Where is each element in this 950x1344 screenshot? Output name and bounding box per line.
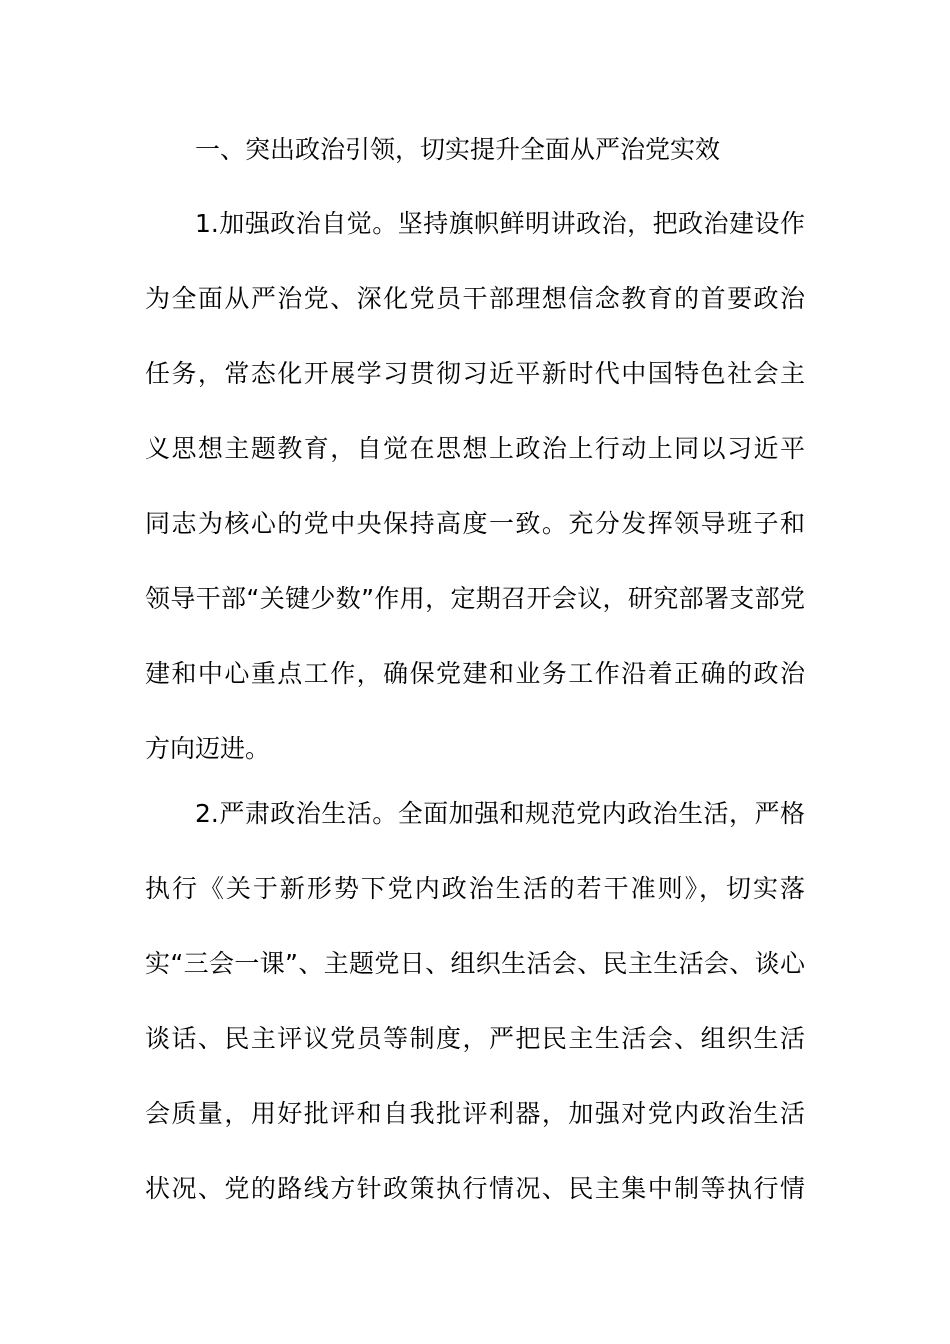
paragraph-line: 义思想主题教育，自觉在思想上政治上行动上同以习近平 xyxy=(145,434,805,463)
paragraph-line: 状况、党的路线方针政策执行情况、民主集中制等执行情 xyxy=(145,1174,805,1203)
paragraph-line: 会质量，用好批评和自我批评利器，加强对党内政治生活 xyxy=(145,1099,805,1128)
paragraph-line: 谈话、民主评议党员等制度，严把民主生活会、组织生活 xyxy=(145,1024,805,1053)
paragraph-line: 方向迈进。 xyxy=(145,734,271,763)
paragraph-line: 建和中心重点工作，确保党建和业务工作沿着正确的政治 xyxy=(145,659,805,688)
paragraph-line: 同志为核心的党中央保持高度一致。充分发挥领导班子和 xyxy=(145,509,805,538)
paragraph-line: 为全面从严治党、深化党员干部理想信念教育的首要政治 xyxy=(145,284,805,313)
paragraph-line: 领导干部“关键少数”作用，定期召开会议，研究部署支部党 xyxy=(145,584,805,613)
paragraph-line: 2.严肃政治生活。全面加强和规范党内政治生活，严格 xyxy=(195,799,805,828)
section-heading: 一、突出政治引领，切实提升全面从严治党实效 xyxy=(195,135,721,164)
paragraph-line: 执行《关于新形势下党内政治生活的若干准则》，切实落 xyxy=(145,874,805,903)
paragraph-line: 任务，常态化开展学习贯彻习近平新时代中国特色社会主 xyxy=(145,359,805,388)
paragraph-line: 实“三会一课”、主题党日、组织生活会、民主生活会、谈心 xyxy=(145,949,805,978)
paragraph-line: 1.加强政治自觉。坚持旗帜鲜明讲政治，把政治建设作 xyxy=(195,209,805,238)
